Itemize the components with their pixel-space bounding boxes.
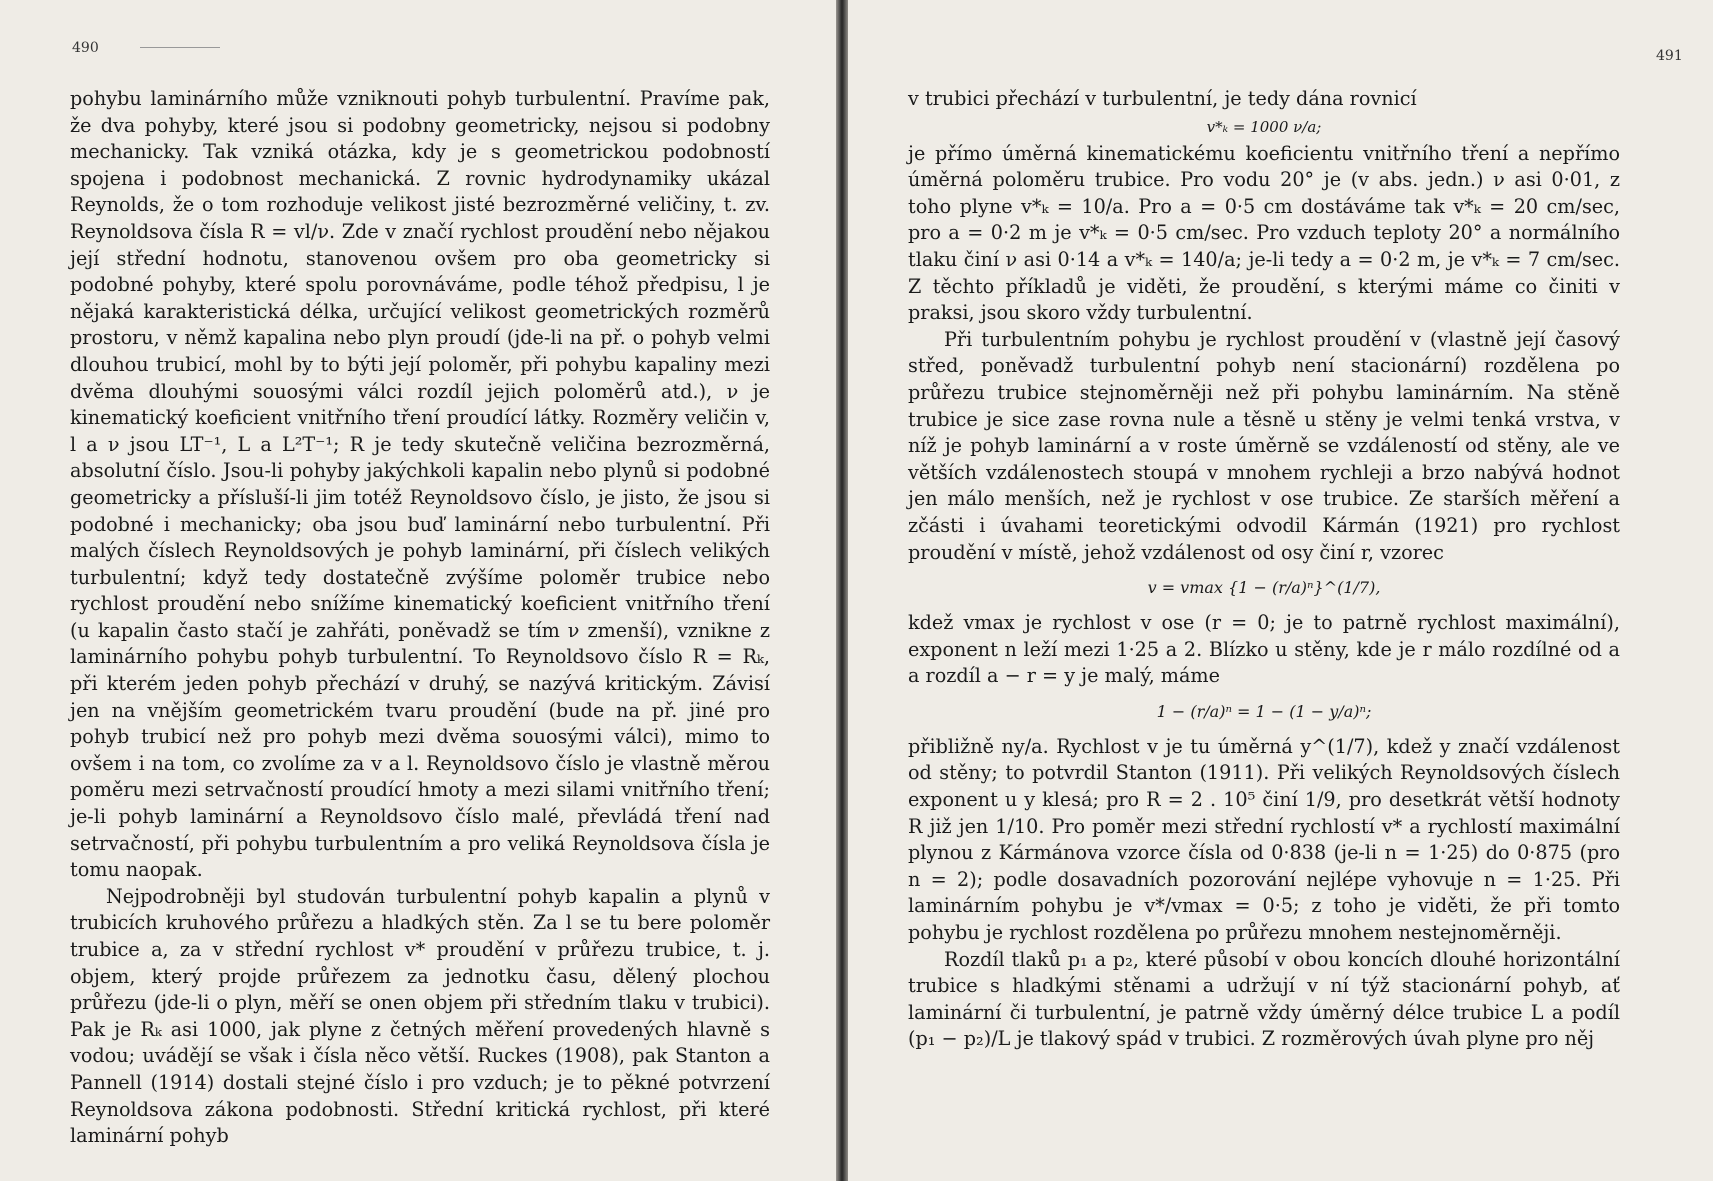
left-page xyxy=(0,0,836,1181)
paragraph: Nejpodrobněji byl studován turbulentní pohyb kapalin a plynů v trubicích kruhového průřezu a hladkých stěn. Za l se tu bere poloměr trubice a, za v střední rychlost v* proudění v průřezu trubice, t. j. objem, který projde průřezem za jednotku času, dělený plochou průřezu (jde-li o plyn, měří se onen objem při středním tlaku v trubici). Pak je Rₖ asi 1000, jak plyne z četných měření provedených hlavně s vodou; uvádějí se však i čísla něco větší. Ruckes (1908), pak Stanton a Pannell (1914) dostali stejné číslo i pro vzduch; je to pěkné potvrzení Reynoldsova zákona podobnosti. Střední kritická rychlost, při které laminární pohyb xyxy=(70,884,770,1148)
right-page xyxy=(848,0,1713,1181)
body-text xyxy=(70,86,770,1150)
equation: v = vmax {1 − (r/a)ⁿ}^(1/7), xyxy=(1147,578,1381,598)
paragraph: pohybu laminárního může vzniknouti pohyb turbulentní. Pravíme pak, že dva pohyby, které jsou si podobny geometricky, nejsou si podobny mechanicky. Tak vzniká otázka, kdy je s geometrickou podobností spojena i podobnost mechanická. Z rovnic hydrodynamiky ukázal Reynolds, že o tom rozhoduje velikost jisté bezrozměrné veličiny, t. zv. Reynoldsova čísla R = vl/ν. Zde v značí rychlost proudění nebo nějakou její střední hodnotu, stanovenou ovšem pro oba geometricky si podobné pohyby, které spolu porovnáváme, podle téhož předpisu, l je nějaká karakteristická délka, určující velikost geometrických rozměrů prostoru, v němž kapalina nebo plyn proudí (jde-li na př. o pohyb velmi dlouhou trubicí, mohl by to býti její poloměr, při pohybu kapaliny mezi dvěma dlouhými souosými válci rozdíl jejich poloměrů atd.), ν je kinematický koeficient vnitřního tření proudící látky. Rozměry veličin v, l a ν jsou LT⁻¹, L a L²T⁻¹; R je tedy skutečně veličina bezrozměrná, absolutní číslo. Jsou-li pohyby jakýchkoli kapalin nebo plynů si podobné geometricky a přísluší-li jim totéž Reynoldsovo číslo, je jisto, že jsou si podobné i mechanicky; oba jsou buď laminární nebo turbulentní. Při malých číslech Reynoldsových je pohyb laminární, při číslech velikých turbulentní; když tedy dostatečně zvýšíme poloměr trubice nebo rychlost proudění nebo snížíme kinematický koeficient vnitřního tření (u kapalin často stačí je zahřáti, poněvadž se tím ν zmenší), vznikne z laminárního pohybu pohyb turbulentní. To Reynoldsovo číslo R = Rₖ, při kterém jeden pohyb přechází v druhý, se nazývá kritickým. Závisí jen na vnějším geometrickém tvaru proudění (bude na př. jiné pro pohyb trubicí než pro pohyb mezi dvěma souosými válci), mimo to ovšem i na tom, co zvolíme za v a l. Reynoldsovo číslo je vlastně měrou poměru mezi setrvačností proudící hmoty a mezi silami vnitřního tření; je-li pohyb laminární a Reynoldsovo číslo malé, převládá tření nad setrvačností, při pohybu turbulentním a pro veliká Reynoldsova čísla je tomu naopak. xyxy=(70,87,770,882)
paragraph: je přímo úměrná kinematickému koeficientu vnitřního tření a nepřímo úměrná poloměru trubice. Pro vodu 20° je (v abs. jedn.) ν asi 0·01, z toho plyne v*ₖ = 10/a. Pro a = 0·5 cm dostáváme tak v*ₖ = 20 cm/sec, pro a = 0·2 m je v*ₖ = 0·5 cm/sec. Pro vzduch teploty 20° a normálního tlaku činí ν asi 0·14 a v*ₖ = 140/a; je-li tedy a = 0·2 m, je v*ₖ = 7 cm/sec. Z těchto příkladů je viděti, že proudění, s kterými máme co činiti v praksi, jsou skoro vždy turbulentní. xyxy=(908,141,1620,325)
header-rule xyxy=(140,47,220,48)
paragraph: v trubici přechází v turbulentní, je tedy dána rovnicí xyxy=(908,87,1417,110)
paragraph: přibližně ny/a. Rychlost v je tu úměrná y^(1/7), kdež y značí vzdálenost od stěny; to potvrdil Stanton (1911). Při velikých Reynoldsových číslech exponent u y klesá; pro R = 2 . 10⁵ činí 1/9, pro desetkrát větší hodnoty R již jen 1/10. Pro poměr mezi střední rychlostí v* a rychlostí maximální plynou z Kármánova vzorce čísla od 0·838 (je-li n = 1·25) do 0·875 (pro n = 2); podle dosavadních pozorování nejlépe vyhovuje n = 1·25. Při laminárním pohybu je v*/vmax = 0·5; z toho je viděti, že při tomto pohybu je rychlost rozdělena po průřezu mnohem nestejnoměrněji. xyxy=(908,734,1620,945)
body-text xyxy=(908,86,1620,1053)
page-number: 491 xyxy=(1656,48,1683,64)
page-number: 490 xyxy=(72,40,99,56)
equation: 1 − (r/a)ⁿ = 1 − (1 − y/a)ⁿ; xyxy=(1156,701,1372,721)
equation: v*ₖ = 1000 ν/a; xyxy=(1206,117,1322,136)
paragraph: Rozdíl tlaků p₁ a p₂, které působí v obou koncích dlouhé horizontální trubice s hladkými stěnami a udržují v ní týž stacionární pohyb, ať laminární či turbulentní, je patrně vždy úměrný délce trubice L a podíl (p₁ − p₂)/L je tlakový spád v trubici. Z rozměrových úvah plyne pro něj xyxy=(908,947,1620,1051)
paragraph: Při turbulentním pohybu je rychlost proudění v (vlastně její časový střed, poněvadž turbulentní pohyb není stacionární) rozdělena po průřezu trubice stejnoměrněji než při pohybu laminárním. Na stěně trubice je sice zase rovna nule a těsně u stěny je velmi tenká vrstva, v níž je pohyb laminární a v roste úměrně se vzdáleností od stěny, ale ve větších vzdálenostech stoupá v mnohem rychleji a brzo nabývá hodnot jen málo menších, než je rychlost v ose trubice. Ze starších měření a zčásti i úvahami teoretickými odvodil Kármán (1921) pro rychlost proudění v místě, jehož vzdálenost od osy činí r, vzorec xyxy=(908,327,1620,564)
paragraph: kdež vmax je rychlost v ose (r = 0; je to patrně rychlost maximální), exponent n leží mezi 1·25 a 2. Blízko u stěny, kde je r málo rozdílné od a a rozdíl a − r = y je malý, máme xyxy=(908,611,1620,688)
book-gutter xyxy=(836,0,848,1181)
